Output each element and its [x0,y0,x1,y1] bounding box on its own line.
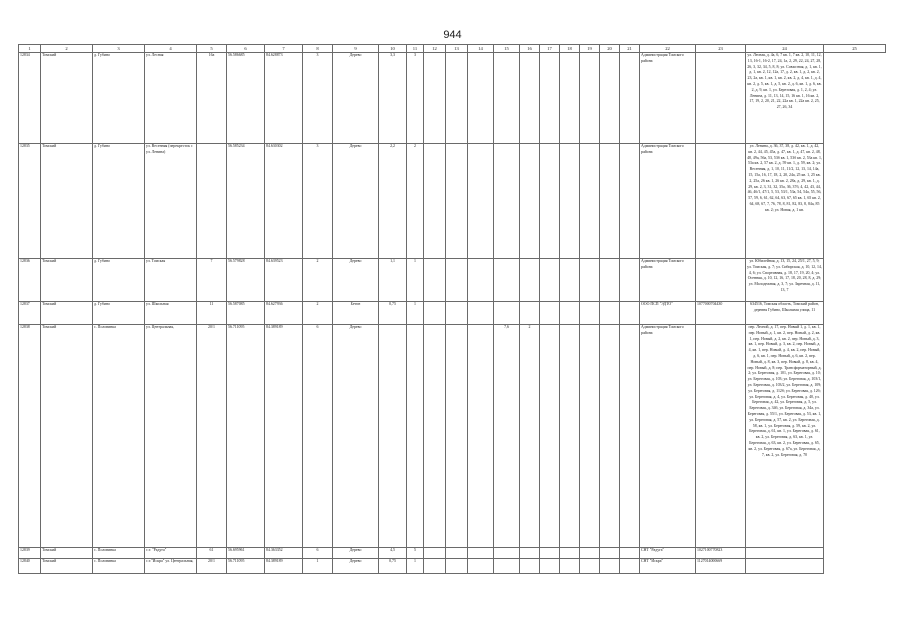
material: Дерево [349,548,362,552]
longitude: 84.389189 [266,559,283,563]
col-header: 8 [303,45,333,53]
col-header: 1 [19,45,41,53]
longitude: 84.628873 [266,53,283,57]
table-row [19,325,886,548]
settlement: д. Губино [94,144,111,148]
owner: Администрация Томского района [641,259,684,269]
table-row [19,53,886,144]
inn [697,144,744,258]
col-12-value [408,325,422,547]
material: Дерево [349,144,362,148]
settlement: д. Губино [94,259,111,263]
settlement: с. Половинка [94,548,116,552]
header-row [19,45,886,53]
district: Томский [42,53,57,57]
col-header: 23 [696,45,746,53]
served-addresses [747,559,822,573]
house: 7 [210,259,213,263]
col-18-value [521,548,538,558]
material: Дерево [349,325,362,329]
col-17-value: 7,6 [504,325,509,329]
latitude: 56.585234 [228,144,245,148]
col-header: 19 [580,45,600,53]
col-header: 9 [333,45,379,53]
col-11-value: 2,2 [390,144,395,148]
col-18-value [521,259,538,301]
col-header: 2 [41,45,93,53]
col-17-value [495,144,518,258]
street: ул. Школьная [146,302,169,306]
col-header: 14 [468,45,494,53]
col-8-value: 3 [316,144,319,148]
latitude: 56.579828 [228,259,245,263]
col-header: 7 [265,45,303,53]
owner: Администрация Томского района [641,325,684,335]
col-11-value: 1,1 [390,259,395,263]
col-18-value [521,144,538,258]
col-18-value [521,53,538,143]
col-8-value: 2 [316,302,319,306]
col-18-value [521,559,538,573]
served-addresses: ул. Юбилейная, д. 13, 15, 24, 25/1, 27, 5, 9; ул. Томская, д. 7; ул. Сибирская, д. 10, 12, 14, 4, 6; ул. Спортивная, д. 18, 17, 19, 20, 4; ул. Осенняя, д. 10, 12, 16, 17, 18, 20, 28, 8, д. 29; ул. Молодежная, д. 3, 7; ул. Заречная, д. 11, 13, 7 [747,259,822,292]
col-8-value: 1 [316,559,319,563]
house: 16а [208,53,215,57]
col-12-value: 5 [414,548,416,552]
col-header: 16 [520,45,540,53]
street: с.т. "Радуга" [146,548,167,552]
district: Томский [42,302,57,306]
latitude: 56.587085 [228,302,245,306]
col-header: 11 [407,45,424,53]
col-header: 21 [620,45,640,53]
col-12-value: 1 [414,559,416,563]
served-addresses [747,548,822,558]
house [198,144,225,258]
row-id: 12836 [20,259,30,263]
table-row [19,144,886,259]
row-id: 12840 [20,559,30,563]
row-id: 12838 [20,325,30,329]
col-header: 24 [746,45,824,53]
inn: 1077000704430 [697,302,723,306]
street: ул. Лесная [146,53,164,57]
row-id: 12837 [20,302,30,306]
col-header: 13 [446,45,468,53]
col-12-value: 1 [414,302,416,306]
col-header: 10 [379,45,407,53]
latitude: 56.711095 [228,559,245,563]
district: Томский [42,259,57,263]
col-17-value [495,302,518,324]
owner: СНТ "Радуга" [641,548,665,552]
settlement: с. Половинка [94,325,116,329]
col-8-value: 3 [316,53,319,57]
col-header: 5 [197,45,227,53]
inn [697,259,744,301]
street: ул. Томская [146,259,166,263]
col-11-value [380,325,405,547]
col-header: 22 [640,45,696,53]
settlement: д. Губино [94,302,111,306]
row-id: 12834 [20,53,30,57]
latitude: 56.695961 [228,548,245,552]
col-header: 20 [600,45,620,53]
col-17-value [495,53,518,143]
col-11-value: 4,5 [390,548,395,552]
col-11-value: 0,75 [389,559,396,563]
house: 61 [209,548,214,552]
street: с.т."Искра" ул. Центральная, [146,559,194,563]
col-header: 17 [540,45,560,53]
owner: ООО ПСП "ЭДТО" [641,302,673,306]
latitude: 56.586685 [228,53,245,57]
owner: Администрация Томского района [641,144,684,154]
material: Дерево [349,53,362,57]
col-11-value: 0,75 [389,302,396,306]
registry-table [18,44,886,574]
col-17-value [495,559,518,573]
row-id: 12835 [20,144,30,148]
col-12-value: 2 [414,144,416,148]
served-addresses: пер. Лесной, д. 17, пер. Новый 1, д. 1, кв. 1, пер. Новый, д. 1, кв. 2, пер. Новый, д. 2, кв. 1, пер. Новый, д. 2, кв. 2, пер. Новый, д. 3, кв. 1, пер. Новый, д. 3, кв. 2, пер. Новый, д. 4, кв. 1, пер. Новый, д. 4, кв. 2, пер. Новый, д. 6, кв. 1, пер. Новый, д. 6, кв. 2, пер. Новый, д. 8, кв. 3, пер. Новый, д. 8, кв. 4, пер. Новый, д. 8; пер. Трансформаторный, д. 2; ул. Береговая, д. 101, ул. Береговая, д. 10; ул. Береговая, д. 103; ул. Береговая, д. 103/1, ул. Береговая, д. 103/2, ул. Береговая, д. 109; ул. Береговая, д. 112б; ул. Береговая, д. 12б; ул. Береговая, д. 4, ул. Береговая, д. 40, ул. Береговая, д. 42, ул. Береговая, д. 5, ул. Береговая, д. 34б, ул. Береговая, д. 34а, ул. Береговая, д. 55/1, ул. Береговая, д. 53, кв. 1, ул. Береговая, д. 57, кв. 2, ул. Береговая, д. 58, кв. 1, ул. Береговая, д. 59, кв. 2, ул. Береговая, д. 61, кв. 1, ул. Береговая, д. 61, кв. 2, ул. Береговая, д. 63, кв. 1, ул. Береговая, д. 63, кв. 2, ул. Береговая, д. 65, кв. 2, ул. Береговая, д. 67а, ул. Береговая, д. 7, кв. 2, ул. Береговая, д. 70 [747,325,822,457]
material: Дерево [349,259,362,263]
longitude: 84.627936 [266,302,283,306]
inn [697,325,744,547]
table-row [19,302,886,325]
district: Томский [42,144,57,148]
page-number: 944 [443,29,462,41]
table-row [19,559,886,574]
col-17-value [495,259,518,301]
inn [697,53,744,143]
longitude: 84.630302 [266,144,283,148]
row-id: 12839 [20,548,30,552]
material: Бетон [350,302,361,306]
inn: 1127014000669 [697,559,723,563]
col-header: 25 [824,45,886,53]
district: Томский [42,559,57,563]
district: Томский [42,548,57,552]
col-11-value: 3,3 [390,53,395,57]
settlement: с. Половинка [94,559,116,563]
table-row [19,548,886,559]
col-12-value: 3 [414,53,416,57]
col-header: 4 [145,45,197,53]
street: ул. Весенняя (перекресток с ул. Ленина) [146,144,193,154]
latitude: 56.711095 [228,325,245,329]
longitude: 84.363352 [266,548,283,552]
served-addresses: ул. Ленина, д. 36, 37, 38, д. 42, кв. 1, д. 42, кв. 2, 44, 45, 45а, д. 47, кв. 1, д. 47, кв. 2, 48, 48, 49а, 56а, 53, 53б кв. 1, 53б кв. 2, 53а кв. 1, 53а кв. 2, 57 кв. 2, д. 59 кв. 1, д. 59, кв. 2; ул. Весенняя, д. 1, 10, 11, 11/2, 12, 13, 14, 14а, 15, 15а, 16, 17, 18, 2, 20, 24а, 25 кв. 1, 25 кв. 2, 25а, 26 кв. 1, 26 кв. 2, 28а, д. 29, кв. 1, д. 29, кв. 2, 3, 31, 32, 35а, 36, 37б, 4, 42, 43, 44, 46, 46/1, 47/1, 5, 53, 53/1, 53а, 54, 54а, 55, 56, 57, 59, 6, 61, 62, 64, 63, 67, 65 кв. 1, 65 кв. 2, 64, 68, 67, 7, 76, 78, 8, 81, 82, 83, 8, 84а, 85 кв. 2; ул. Новая, д. 1 кв. [747,144,822,212]
material: Дерево [349,559,362,563]
col-18-value: 2 [528,325,531,329]
served-addresses: ул. Лесная, д. 4а, 6, 7 кв. 1, 7 кв. 2, 10, 11, 12, 13, 16-1, 16-2, 17, 24, 1а, 2, 29, 22, 24, 27, 28, 26, 3, 32, 34, 5, 8, 8; ул. Совхозная, д. 1, кв. 1, д. 1, кв. 2, 12, 12а, 17, д. 2, кв. 1, д. 2, кв. 2, 23, 2а, кв. 1, кв. 1, кв. 2, кв. 2, д. 4, кв. 1, д. 4, кв. 2, д. 5, кв. 1, д. 5, кв. 2, д. 6, кв. 1, д. 6, кв. 2, д. 9, кв. 1, ул. Березовая, д. 1, 2, 4; ул. Ленина, д. 11, 13, 14, 15, 16 кв. 1, 16 кв. 2, 17, 19, 2, 20, 21, 22, 22а кв. 1, 22а кв. 2, 25, 27, 26, 34 [747,53,822,110]
street: ул. Центральная, [146,325,175,329]
house: 20/1 [208,559,215,563]
owner: СНТ "Искра" [641,559,664,563]
col-17-value [495,548,518,558]
col-8-value: 2 [316,259,319,263]
col-header: 3 [93,45,145,53]
settlement: д. Губино [94,53,111,57]
col-12-value: 1 [414,259,416,263]
col-header: 12 [424,45,446,53]
col-18-value [521,302,538,324]
col-header: 18 [560,45,580,53]
col-8-value: 6 [316,548,319,552]
longitude: 84.639523 [266,259,283,263]
col-8-value: 6 [316,325,319,329]
inn: 1027100770823 [697,548,723,552]
col-header: 15 [494,45,520,53]
owner: Администрация Томского района [641,53,684,63]
house: 20/1 [208,325,215,329]
table-row [19,259,886,302]
served-addresses: 634516, Томская область, Томский район, деревня Губино, Школьная улица, 11 [750,302,819,312]
district: Томский [42,325,57,329]
col-header: 6 [227,45,265,53]
house: 11 [209,302,214,306]
longitude: 84.389189 [266,325,283,329]
